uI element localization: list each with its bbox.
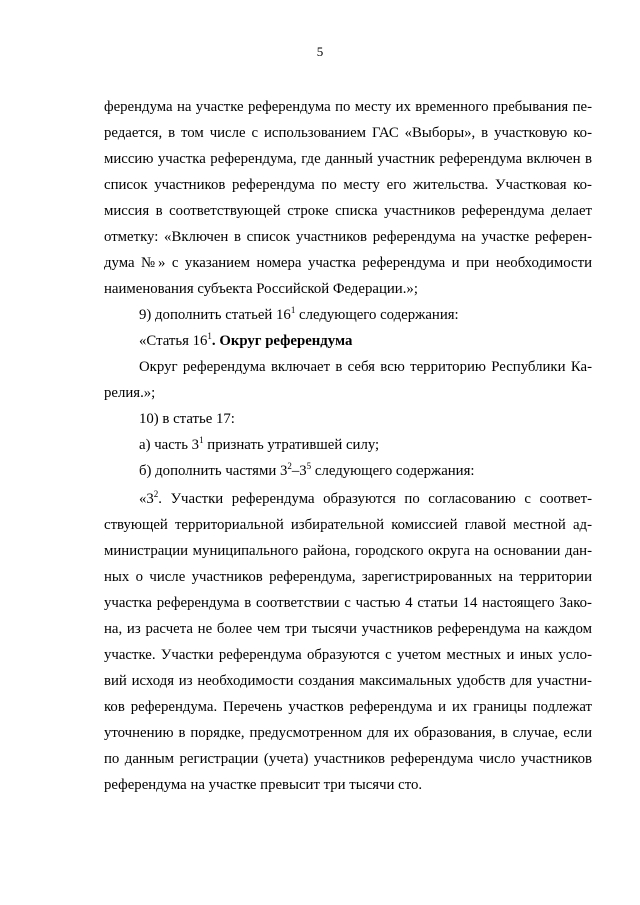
page-number: 5	[316, 44, 324, 59]
text-line: по данным регистрации (учета) участников референдума число участников	[104, 751, 592, 767]
text-line: министрации муниципального района, городского округа на основании дан-	[104, 543, 592, 559]
paragraph-first-line: «$3^2$. Участки референдума образуются по согласованию с соответ-	[139, 489, 592, 507]
text-line: ферендума на участке референдума по месту их временного пребывания пе-	[104, 99, 592, 115]
text-line: Округ референдума включает в себя всю территорию Республики Ка-	[139, 359, 592, 375]
text-line: участка референдума в соответствии с частью 4 статьи 14 настоящего Зако-	[104, 595, 592, 611]
text-line: миссию участка референдума, где данный участник референдума включен в	[104, 151, 592, 167]
text-line: участке. Участки референдума образуются с учетом местных и иных усло-	[104, 647, 592, 663]
text-line: дума №» с указанием номера участка референдума и при необходимости	[104, 255, 592, 271]
article-heading: «Статья $16^1$. Округ референдума	[139, 331, 353, 349]
text-line: редается, в том числе с использованием ГАС «Выборы», в участковую ко-	[104, 125, 592, 141]
text-line: наименования субъекта Российской Федерации.»;	[104, 281, 418, 297]
text-line: ных о числе участников референдума, зарегистрированных на территории	[104, 569, 592, 585]
subitem-a: а) часть $3^1$ признать утратившей силу;	[139, 435, 380, 453]
text-line: уточнению в порядке, предусмотренном для их образования, в случае, если	[104, 725, 592, 741]
text-line: релия.»;	[104, 385, 156, 401]
text-line: миссия в соответствующей строке списка участников референдума делает	[104, 203, 592, 219]
amendment-item-9: 9) дополнить статьей $16^1$ следующего содержания:	[139, 305, 459, 323]
amendment-item-10: 10) в статье 17:	[139, 411, 235, 427]
text-line: референдума на участке превысит три тысячи сто.	[104, 777, 423, 793]
text-line: ков референдума. Перечень участков референдума и их границы подлежат	[104, 699, 592, 715]
text-line: отметку: «Включен в список участников референдума на участке референ-	[104, 229, 592, 245]
subitem-b: б) дополнить частями $3^2-3^5$ следующего содержания:	[139, 461, 475, 479]
text-line: вий исходя из необходимости создания максимальных удобств для участни-	[104, 673, 592, 689]
text-line: ствующей территориальной избирательной комиссией главой местной ад-	[104, 517, 592, 533]
text-line: на, из расчета не более чем три тысячи участников референдума на каждом	[104, 621, 592, 637]
text-line: список участников референдума по месту его жительства. Участковая ко-	[104, 177, 592, 193]
